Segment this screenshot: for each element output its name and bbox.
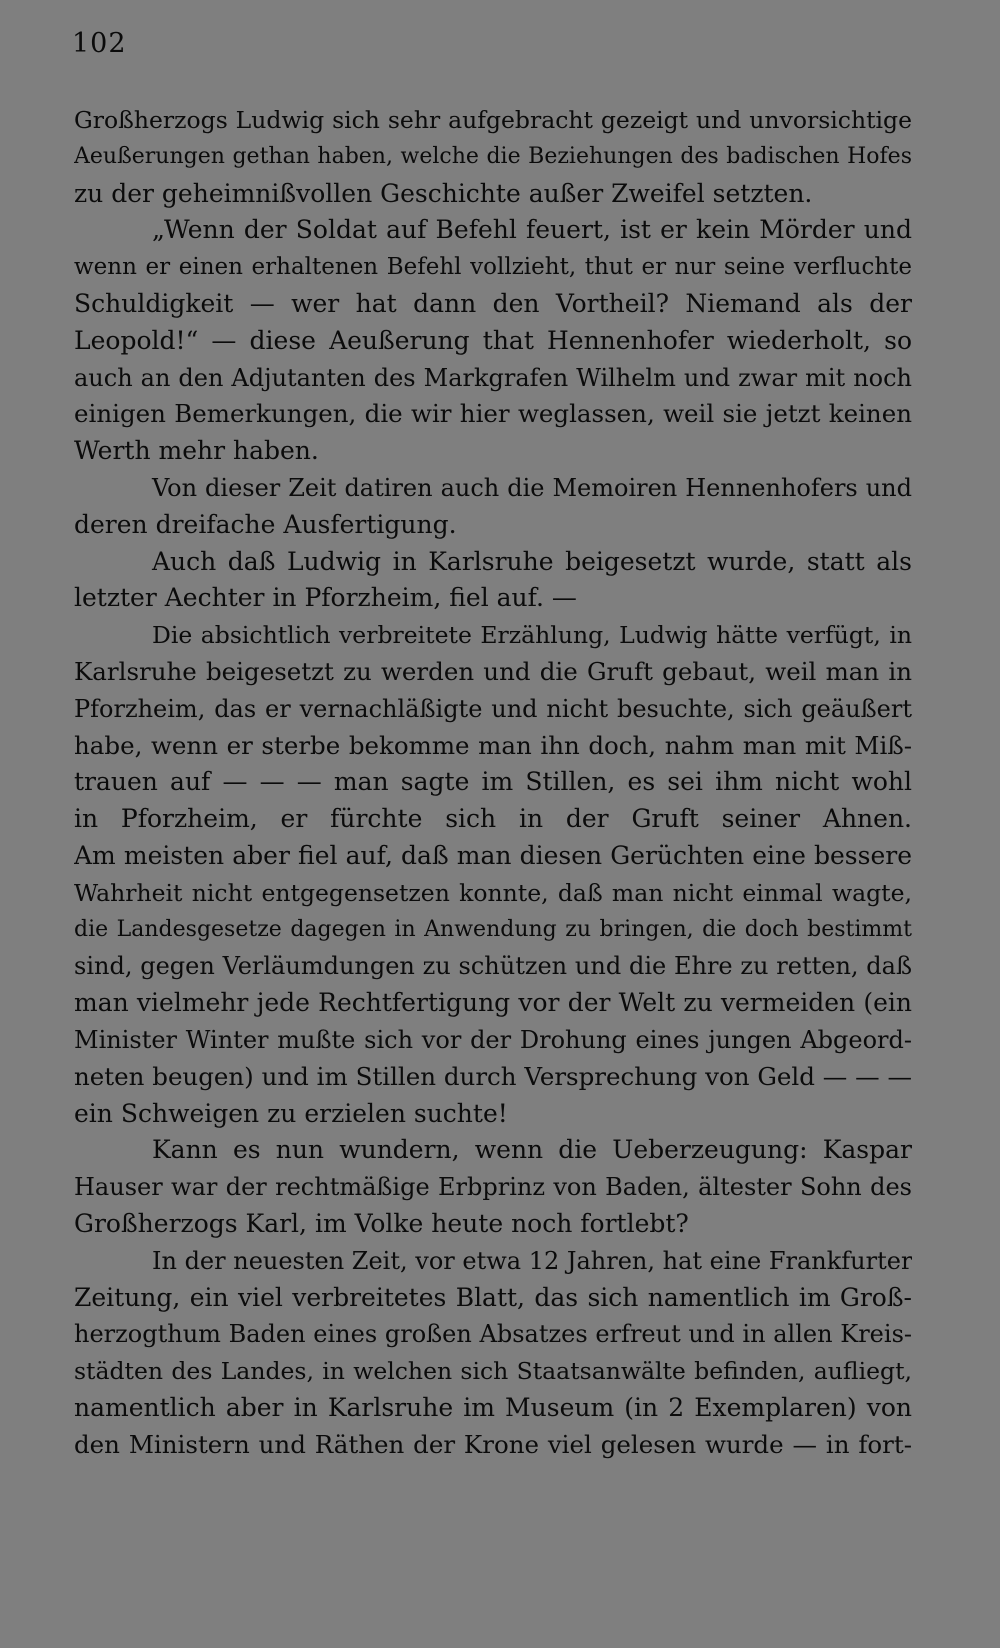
text-line: Wahrheit nicht entgegensetzen konnte, daß man nicht einmal wagte, [74, 878, 912, 907]
text-line: in Pforzheim, er fürchte sich in der Gruft seiner Ahnen. [74, 804, 912, 834]
page-number: 102 [72, 28, 127, 59]
text-line: einigen Bemerkungen, die wir hier weglassen, weil sie jetzt keinen [74, 399, 912, 429]
text-line: wenn er einen erhaltenen Befehl vollzieht, thut er nur seine verfluchte [74, 254, 912, 281]
text-line: „Wenn der Soldat auf Befehl feuert, ist er kein Mörder und [152, 215, 912, 245]
text-line: auch an den Adjutanten des Markgrafen Wilhelm und zwar mit noch [74, 363, 912, 392]
text-line: sind, gegen Verläumdungen zu schützen und die Ehre zu retten, daß [74, 952, 912, 981]
text-line: Minister Winter mußte sich vor der Drohung eines jungen Abgeord- [74, 1025, 912, 1054]
text-line: namentlich aber in Karlsruhe im Museum (in 2 Exemplaren) von [74, 1392, 912, 1422]
text-line: Karlsruhe beigesetzt zu werden und die Gruft gebaut, weil man in [74, 656, 912, 686]
text-line: Großherzogs Ludwig sich sehr aufgebracht gezeigt und unvorsichtige [74, 106, 912, 134]
body-text [74, 102, 912, 1463]
text-line: Werth mehr haben. [74, 436, 319, 466]
text-line: ein Schweigen zu erzielen suchte! [74, 1098, 508, 1128]
text-line: Aeußerungen gethan haben, welche die Beziehungen des badischen Hofes [74, 143, 912, 169]
text-line: deren dreifache Ausfertigung. [74, 509, 457, 539]
text-line: Von dieser Zeit datiren auch die Memoiren Hennenhofers und [152, 473, 912, 502]
text-line: den Ministern und Räthen der Krone viel gelesen wurde — in fort- [74, 1429, 912, 1459]
text-line: habe, wenn er sterbe bekomme man ihn doch, nahm man mit Miß- [74, 730, 912, 760]
text-line: städten des Landes, in welchen sich Staatsanwälte befinden, aufliegt, [74, 1357, 912, 1386]
text-line: Die absichtlich verbreitete Erzählung, Ludwig hätte verfügt, in [152, 621, 912, 650]
text-line: Pforzheim, das er vernachläßigte und nicht besuchte, sich geäußert [74, 694, 912, 723]
text-line: zu der geheimnißvollen Geschichte außer Zweifel setzten. [74, 178, 813, 208]
text-line: Schuldigkeit — wer hat dann den Vortheil? Niemand als der [74, 288, 912, 318]
text-line: neten beugen) und im Stillen durch Versprechung von Geld — — — [74, 1061, 912, 1091]
text-line: Großherzogs Karl, im Volke heute noch fortlebt? [74, 1208, 689, 1238]
text-line: Auch daß Ludwig in Karlsruhe beigesetzt wurde, statt als [152, 546, 912, 576]
text-line: die Landesgesetze dagegen in Anwendung zu bringen, die doch bestimmt [74, 916, 912, 942]
text-line: Am meisten aber fiel auf, daß man diesen Gerüchten eine bessere [74, 840, 912, 870]
text-line: In der neuesten Zeit, vor etwa 12 Jahren, hat eine Frankfurter [152, 1246, 912, 1275]
text-line: Kann es nun wundern, wenn die Ueberzeugung: Kaspar [152, 1135, 912, 1165]
text-line: herzogthum Baden eines großen Absatzes erfreut und in allen Kreis- [74, 1320, 912, 1349]
text-line: man vielmehr jede Rechtfertigung vor der Welt zu vermeiden (ein [74, 988, 912, 1018]
text-line: letzter Aechter in Pforzheim, fiel auf. — [74, 583, 577, 613]
text-line: Leopold!“ — diese Aeußerung that Hennenhofer wiederholt, so [74, 325, 912, 355]
text-line: Hauser war der rechtmäßige Erbprinz von Baden, ältester Sohn des [74, 1173, 912, 1202]
text-line: trauen auf — — — man sagte im Stillen, es sei ihm nicht wohl [74, 767, 912, 797]
text-line: Zeitung, ein viel verbreitetes Blatt, das sich namentlich im Groß- [74, 1282, 912, 1312]
